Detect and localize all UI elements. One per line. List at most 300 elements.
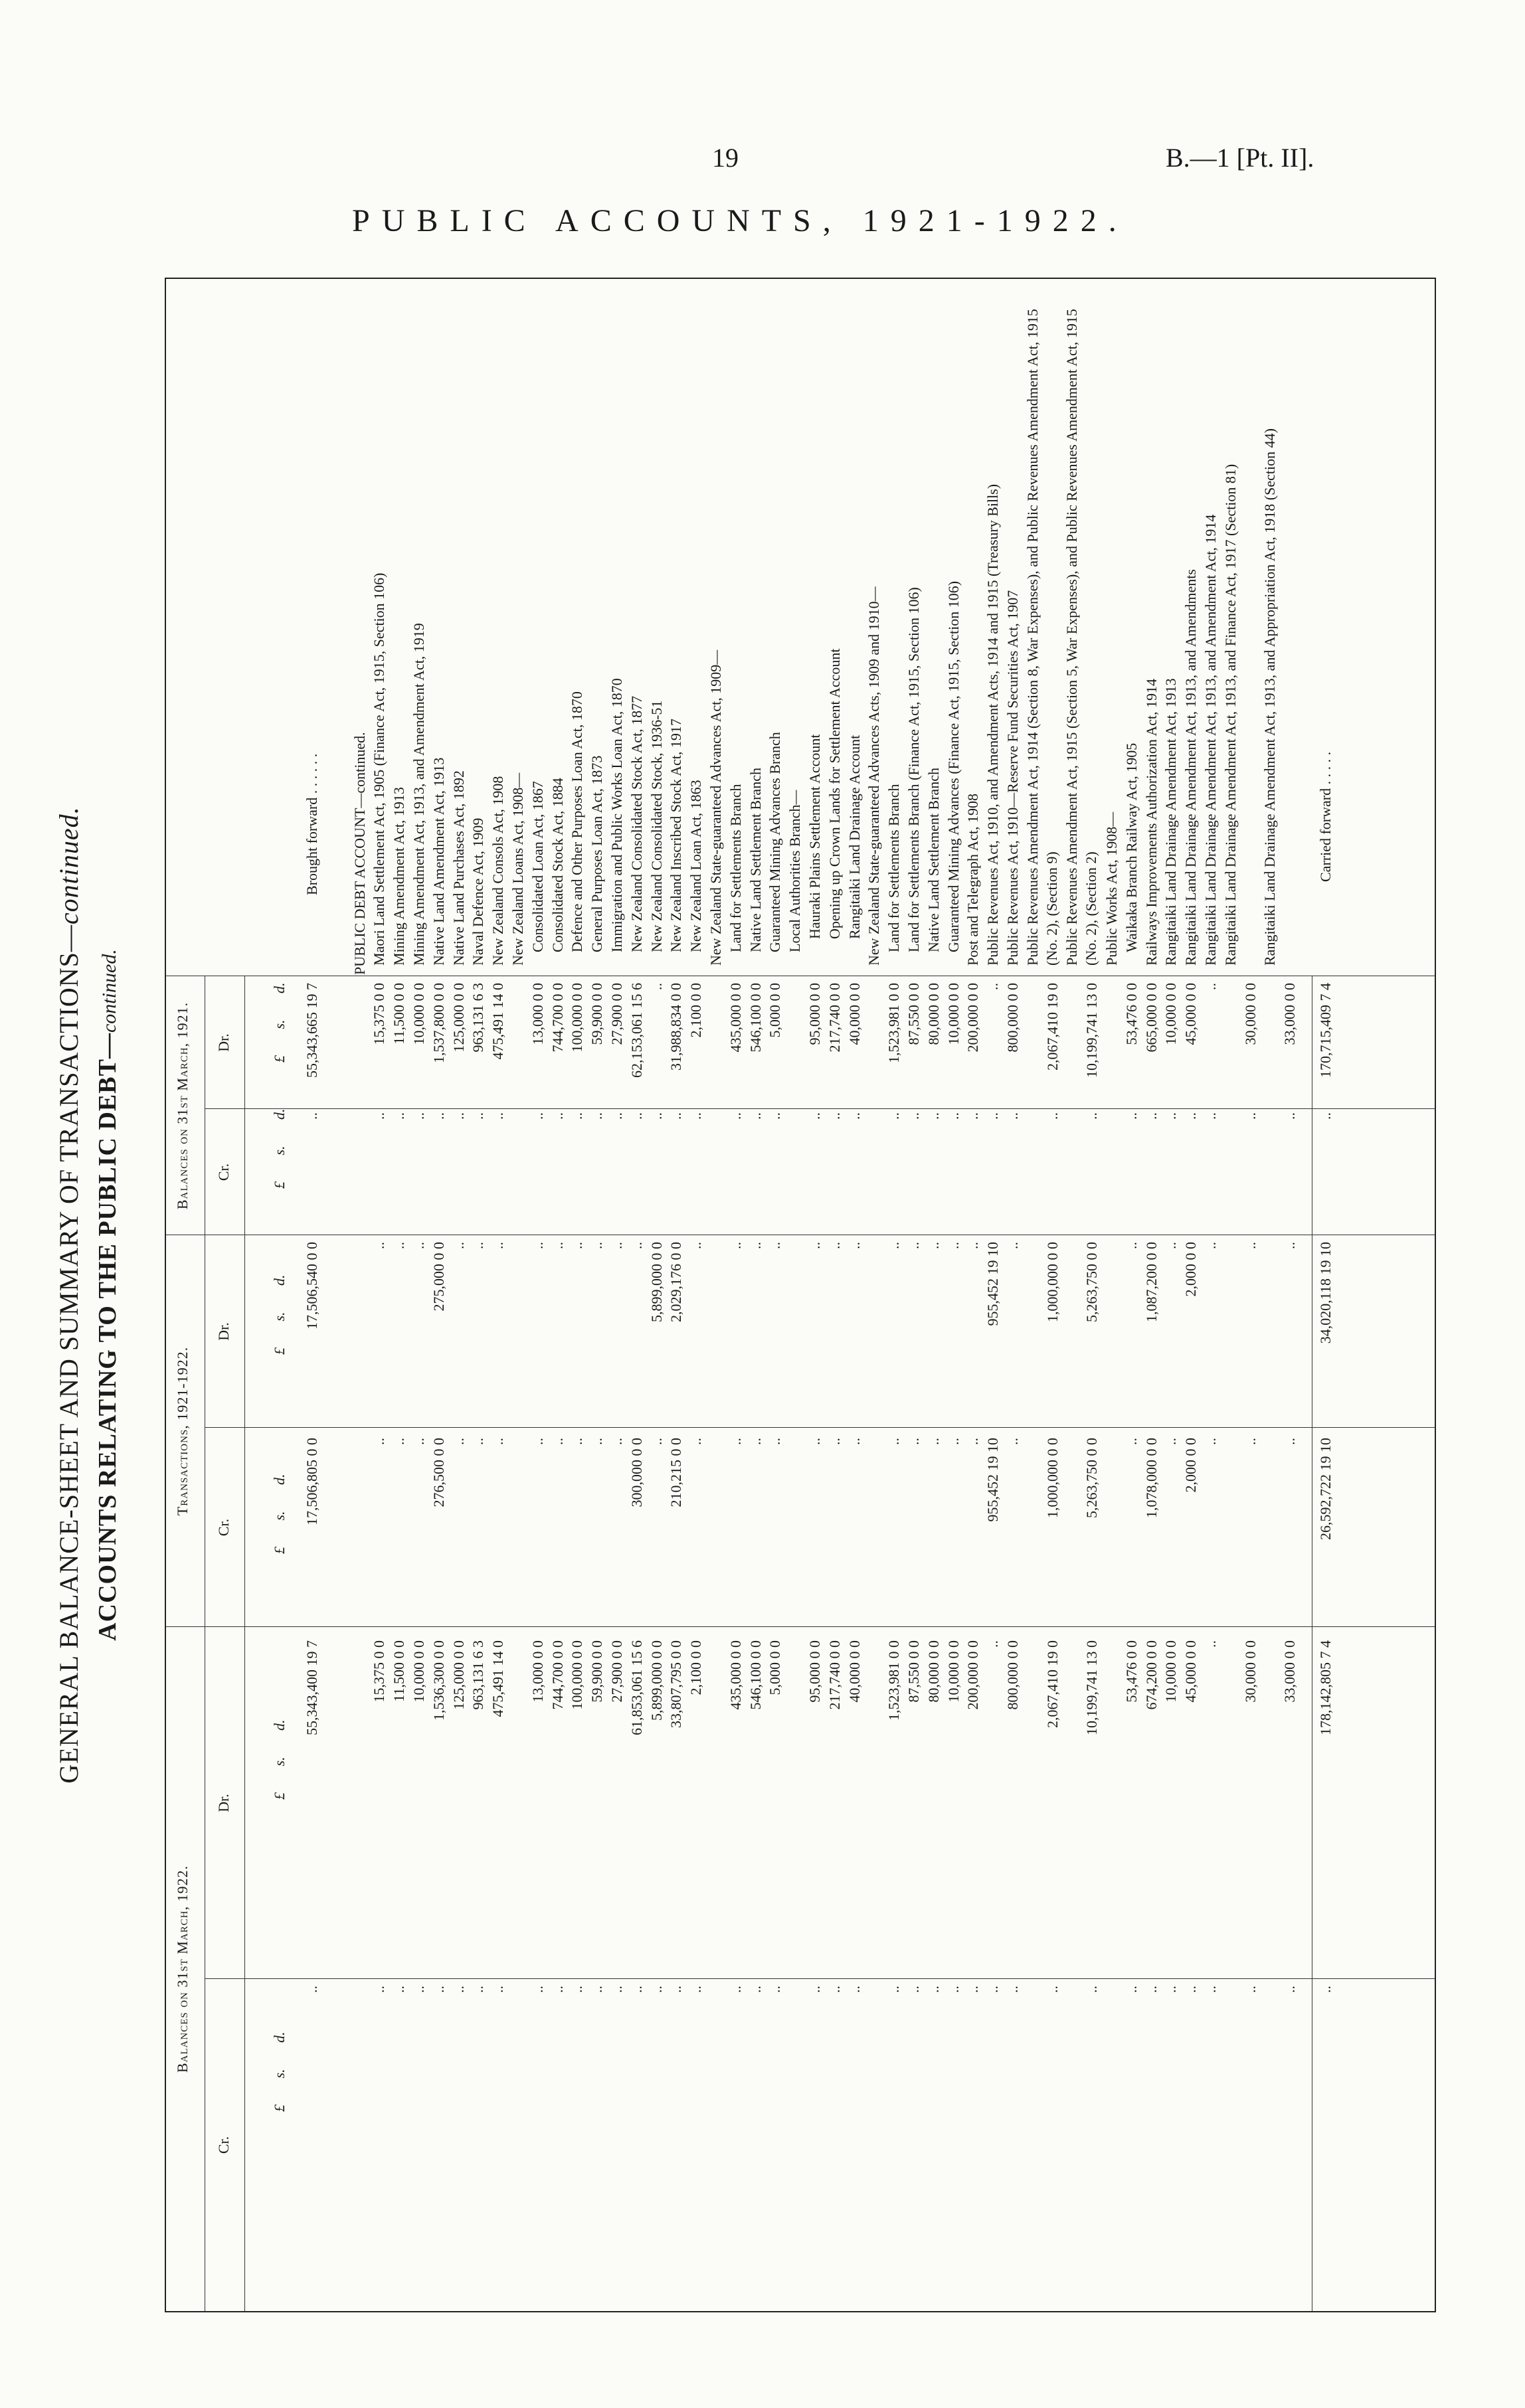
table-row-desc: New Zealand Loan Act, 1863 xyxy=(687,780,705,952)
row-28-b21-dr: 80,000 0 0 xyxy=(925,983,942,1045)
row-24-t-dr: .. xyxy=(846,1242,863,1249)
table-row-desc: New Zealand Consols Act, 1908 xyxy=(490,776,507,966)
row-6-b21-dr: 475,491 14 0 xyxy=(490,983,507,1060)
row-6-b22-cr: .. xyxy=(490,1986,507,1993)
row-20-b22-dr: 5,000 0 0 xyxy=(766,1640,784,1695)
row-33-b21-cr: .. xyxy=(1043,1112,1061,1120)
carried-forward-t-dr: 34,020,118 19 10 xyxy=(1316,1242,1334,1344)
row-32-t-dr: .. xyxy=(1004,1242,1021,1249)
table-row-desc: Public Works Act, 1908— xyxy=(1103,812,1120,966)
row-4-b22-cr: .. xyxy=(450,1986,467,1993)
group-header-balances-1921: Balances on 31st March, 1921. xyxy=(174,1001,191,1210)
row-2-b21-cr: .. xyxy=(410,1112,427,1120)
row-3-b21-cr: .. xyxy=(430,1112,447,1120)
brought-forward-label: Brought forward . . . . . . xyxy=(304,753,320,895)
table-row-desc: Rangitaiki Land Drainage Amendment Act, 1913 xyxy=(1162,678,1180,966)
row-1-b22-cr: .. xyxy=(391,1986,408,1993)
table-row-desc: Consolidated Loan Act, 1867 xyxy=(529,781,546,952)
row-3-t-dr: 275,000 0 0 xyxy=(430,1242,447,1312)
units-b21-dr: £ s. d. xyxy=(271,982,288,1063)
table-row-desc: Hauraki Plains Settlement Account xyxy=(806,734,823,939)
row-41-b22-cr: .. xyxy=(1241,1986,1259,1993)
table-row-desc: Post and Telegraph Act, 1908 xyxy=(964,794,982,966)
row-12-b22-cr: .. xyxy=(608,1986,625,1993)
row-40-b21-cr: .. xyxy=(1202,1112,1219,1120)
row-42-b22-cr: .. xyxy=(1281,1986,1299,1993)
row-32-b22-cr: .. xyxy=(1004,1986,1021,1993)
row-40-b22-dr: .. xyxy=(1202,1640,1219,1648)
row-15-b22-dr: 33,807,795 0 0 xyxy=(668,1640,685,1728)
row-10-b21-dr: 100,000 0 0 xyxy=(569,983,586,1053)
table-row-desc: Opening up Crown Lands for Settlement Account xyxy=(826,648,843,939)
row-38-b21-cr: .. xyxy=(1162,1112,1180,1120)
row-0-b22-dr: 15,375 0 0 xyxy=(371,1640,388,1703)
row-12-b21-dr: 27,900 0 0 xyxy=(608,983,625,1045)
row-6-t-cr: .. xyxy=(490,1438,507,1445)
table-title-main: GENERAL BALANCE-SHEET AND SUMMARY OF TRANSACTIONS— xyxy=(54,924,84,1784)
row-28-b21-cr: .. xyxy=(925,1112,942,1120)
row-10-t-cr: .. xyxy=(569,1438,586,1445)
row-23-t-dr: .. xyxy=(826,1242,843,1249)
row-42-b22-dr: 33,000 0 0 xyxy=(1281,1640,1299,1703)
row-31-b22-cr: .. xyxy=(984,1986,1002,1993)
ledger-table-frame xyxy=(54,278,1436,2312)
row-11-b21-dr: 59,900 0 0 xyxy=(588,983,606,1045)
table-row-desc: Rangitaiki Land Drainage Amendment Act, 1913, and Appropriation Act, 1918 (Section 44) xyxy=(1261,428,1279,966)
row-24-t-cr: .. xyxy=(846,1438,863,1445)
table-row-desc: Rangitaiki Land Drainage Account xyxy=(846,734,863,939)
row-20-b21-cr: .. xyxy=(766,1112,784,1120)
row-31-t-dr: 955,452 19 10 xyxy=(984,1242,1002,1326)
row-30-b22-cr: .. xyxy=(964,1986,982,1993)
row-22-b22-cr: .. xyxy=(806,1986,823,1993)
row-0-b21-cr: .. xyxy=(371,1112,388,1120)
row-2-b22-cr: .. xyxy=(410,1986,427,1993)
row-20-b22-cr: .. xyxy=(766,1986,784,1993)
row-20-t-cr: .. xyxy=(766,1438,784,1445)
row-1-b22-dr: 11,500 0 0 xyxy=(391,1640,408,1702)
table-row-desc: Immigration and Public Works Loan Act, 1870 xyxy=(608,678,625,952)
row-31-b21-dr: .. xyxy=(984,983,1002,990)
units-t-dr: £ s. d. xyxy=(271,1274,288,1355)
brought-forward-t-cr: 17,506,805 0 0 xyxy=(304,1438,320,1525)
col-header-t-dr: Dr. xyxy=(215,1322,232,1341)
row-37-t-cr: 1,078,000 0 0 xyxy=(1142,1438,1160,1518)
row-27-b21-cr: .. xyxy=(905,1112,922,1120)
units-b22-cr: £ s. d. xyxy=(271,2031,288,2112)
row-37-b22-cr: .. xyxy=(1142,1986,1160,1993)
brought-forward-b21-dr: 55,343,665 19 7 xyxy=(304,983,320,1078)
grid-line xyxy=(244,976,245,2311)
row-41-t-cr: .. xyxy=(1241,1438,1259,1445)
row-30-b22-dr: 200,000 0 0 xyxy=(964,1640,982,1710)
table-subtitle-suffix: continued. xyxy=(98,949,120,1033)
row-4-b21-cr: .. xyxy=(450,1112,467,1120)
table-row-desc: Maori Land Settlement Act, 1905 (Finance Act, 1915, Section 106) xyxy=(371,572,388,966)
table-row-desc: New Zealand Consolidated Stock Act, 1877 xyxy=(628,695,645,952)
row-4-t-cr: .. xyxy=(450,1438,467,1445)
table-row-desc: Rangitaiki Land Drainage Amendment Act, 1913, and Amendment Act, 1914 xyxy=(1202,514,1219,966)
row-28-b22-dr: 80,000 0 0 xyxy=(925,1640,942,1703)
row-5-b21-dr: 963,131 6 3 xyxy=(470,983,487,1053)
row-3-t-cr: 276,500 0 0 xyxy=(430,1438,447,1507)
row-1-b21-dr: 11,500 0 0 xyxy=(391,983,408,1045)
table-row-desc: General Purposes Loan Act, 1873 xyxy=(588,755,606,952)
table-row-desc: Public Revenues Amendment Act, 1915 (Section 5, War Expenses), and Public Revenues Amendment Act, 1915 (No. 2), (Section 2) xyxy=(1063,309,1100,966)
row-40-b22-cr: .. xyxy=(1202,1986,1219,1993)
carried-forward-b22-dr: 178,142,805 7 4 xyxy=(1316,1640,1334,1735)
row-26-b21-dr: 1,523,981 0 0 xyxy=(885,983,903,1063)
row-2-b21-dr: 10,000 0 0 xyxy=(410,983,427,1045)
row-36-t-cr: .. xyxy=(1122,1438,1140,1445)
table-row-desc: Public Revenues Act, 1910—Reserve Fund Securities Act, 1907 xyxy=(1004,590,1021,966)
row-3-b22-cr: .. xyxy=(430,1986,447,1993)
row-19-t-cr: .. xyxy=(747,1438,764,1445)
row-5-b22-dr: 963,131 6 3 xyxy=(470,1640,487,1710)
row-38-b22-cr: .. xyxy=(1162,1986,1180,1993)
brought-forward-b22-cr: .. xyxy=(304,1986,320,1993)
row-13-t-dr: .. xyxy=(628,1242,645,1249)
row-10-b22-cr: .. xyxy=(569,1986,586,1993)
row-19-b21-cr: .. xyxy=(747,1112,764,1120)
table-row-desc: New Zealand Consolidated Stock, 1936-51 xyxy=(648,700,665,952)
row-39-b21-cr: .. xyxy=(1182,1112,1200,1120)
row-23-b21-dr: 217,740 0 0 xyxy=(826,983,843,1053)
row-5-t-cr: .. xyxy=(470,1438,487,1445)
row-41-b22-dr: 30,000 0 0 xyxy=(1241,1640,1259,1703)
grid-line xyxy=(166,1626,1435,1627)
row-10-b21-cr: .. xyxy=(569,1112,586,1120)
row-14-b21-dr: .. xyxy=(648,983,665,990)
row-42-b21-dr: 33,000 0 0 xyxy=(1281,983,1299,1045)
table-row-desc: Native Land Amendment Act, 1913 xyxy=(430,757,447,966)
row-23-t-cr: .. xyxy=(826,1438,843,1445)
row-29-b21-cr: .. xyxy=(944,1112,962,1120)
row-13-b22-dr: 61,853,061 15 6 xyxy=(628,1640,645,1735)
row-37-b21-dr: 665,000 0 0 xyxy=(1142,983,1160,1053)
row-36-b21-dr: 53,476 0 0 xyxy=(1122,983,1140,1045)
page-title: PUBLIC ACCOUNTS, 1921-1922. xyxy=(352,203,1128,238)
row-12-b22-dr: 27,900 0 0 xyxy=(608,1640,625,1703)
table-row-desc: Land for Settlements Branch xyxy=(885,784,903,952)
row-16-b21-cr: .. xyxy=(687,1112,705,1120)
row-29-t-cr: .. xyxy=(944,1438,962,1445)
row-42-t-dr: .. xyxy=(1281,1242,1299,1249)
row-33-b22-cr: .. xyxy=(1043,1986,1061,1993)
row-27-b21-dr: 87,550 0 0 xyxy=(905,983,922,1045)
row-31-b22-dr: .. xyxy=(984,1640,1002,1648)
row-4-t-dr: .. xyxy=(450,1242,467,1249)
table-row-desc: Native Land Purchases Act, 1892 xyxy=(450,770,467,966)
row-24-b22-cr: .. xyxy=(846,1986,863,1993)
grid-line xyxy=(205,1427,1435,1428)
table-row-desc: Native Land Settlement Branch xyxy=(747,768,764,952)
table-row-desc: Naval Defence Act, 1909 xyxy=(470,817,487,966)
row-8-b21-dr: 13,000 0 0 xyxy=(529,983,546,1045)
row-26-t-dr: .. xyxy=(885,1242,903,1249)
row-28-b22-cr: .. xyxy=(925,1986,942,1993)
row-2-t-cr: .. xyxy=(410,1438,427,1445)
table-row-desc: Mining Amendment Act, 1913 xyxy=(391,787,408,966)
row-8-b21-cr: .. xyxy=(529,1112,546,1120)
group-header-balances-1922: Balances on 31st March, 1922. xyxy=(174,1865,191,2073)
table-row-desc: Land for Settlements Branch (Finance Act, 1915, Section 106) xyxy=(905,587,922,952)
row-36-b22-cr: .. xyxy=(1122,1986,1140,1993)
row-12-b21-cr: .. xyxy=(608,1112,625,1120)
row-30-t-dr: .. xyxy=(964,1242,982,1249)
brought-forward-t-dr: 17,506,540 0 0 xyxy=(304,1242,320,1330)
row-34-t-dr: 5,263,750 0 0 xyxy=(1083,1242,1101,1322)
row-29-b22-dr: 10,000 0 0 xyxy=(944,1640,962,1703)
row-34-b21-cr: .. xyxy=(1083,1112,1101,1120)
row-22-b21-dr: 95,000 0 0 xyxy=(806,983,823,1045)
table-row-desc: Local Authorities Branch— xyxy=(786,790,804,952)
row-23-b22-cr: .. xyxy=(826,1986,843,1993)
row-27-b22-cr: .. xyxy=(905,1986,922,1993)
page-number: 19 xyxy=(712,143,739,173)
units-b22-dr: £ s. d. xyxy=(271,1719,288,1800)
row-39-b22-cr: .. xyxy=(1182,1986,1200,1993)
row-31-b21-cr: .. xyxy=(984,1112,1002,1120)
row-33-b22-dr: 2,067,410 19 0 xyxy=(1043,1640,1061,1728)
row-27-t-cr: .. xyxy=(905,1438,922,1445)
row-9-b22-cr: .. xyxy=(549,1986,566,1993)
row-14-b22-cr: .. xyxy=(648,1986,665,1993)
row-0-b22-cr: .. xyxy=(371,1986,388,1993)
row-4-b21-dr: 125,000 0 0 xyxy=(450,983,467,1053)
row-16-b22-dr: 2,100 0 0 xyxy=(687,1640,705,1695)
carried-forward-b21-dr: 170,715,409 7 4 xyxy=(1316,983,1334,1078)
table-title xyxy=(53,279,84,2311)
row-29-b21-dr: 10,000 0 0 xyxy=(944,983,962,1045)
row-4-b22-dr: 125,000 0 0 xyxy=(450,1640,467,1710)
carried-forward-b22-cr: .. xyxy=(1316,1986,1334,1993)
row-12-t-cr: .. xyxy=(608,1438,625,1445)
row-13-t-cr: 300,000 0 0 xyxy=(628,1438,645,1507)
row-23-b22-dr: 217,740 0 0 xyxy=(826,1640,843,1710)
table-row-desc: Defence and Other Purposes Loan Act, 1870 xyxy=(569,691,586,952)
group-header-transactions: Transactions, 1921-1922. xyxy=(174,1346,191,1516)
row-32-b22-dr: 800,000 0 0 xyxy=(1004,1640,1021,1710)
row-18-b22-cr: .. xyxy=(727,1986,744,1993)
row-23-b21-cr: .. xyxy=(826,1112,843,1120)
row-18-b21-cr: .. xyxy=(727,1112,744,1120)
table-row-desc: New Zealand Loans Act, 1908— xyxy=(509,772,526,966)
row-8-t-cr: .. xyxy=(529,1438,546,1445)
row-32-b21-dr: 800,000 0 0 xyxy=(1004,983,1021,1053)
row-22-t-cr: .. xyxy=(806,1438,823,1445)
row-9-b21-dr: 744,700 0 0 xyxy=(549,983,566,1053)
row-28-t-dr: .. xyxy=(925,1242,942,1249)
row-22-b22-dr: 95,000 0 0 xyxy=(806,1640,823,1703)
row-16-b21-dr: 2,100 0 0 xyxy=(687,983,705,1038)
row-41-t-dr: .. xyxy=(1241,1242,1259,1249)
row-11-b21-cr: .. xyxy=(588,1112,606,1120)
row-9-t-cr: .. xyxy=(549,1438,566,1445)
row-1-t-dr: .. xyxy=(391,1242,408,1249)
row-1-t-cr: .. xyxy=(391,1438,408,1445)
row-0-t-dr: .. xyxy=(371,1242,388,1249)
table-row-desc: Rangitaiki Land Drainage Amendment Act, 1913, and Amendments xyxy=(1182,569,1200,966)
row-15-t-dr: 2,029,176 0 0 xyxy=(668,1242,685,1322)
row-26-b22-cr: .. xyxy=(885,1986,903,1993)
row-29-t-dr: .. xyxy=(944,1242,962,1249)
row-38-b21-dr: 10,000 0 0 xyxy=(1162,983,1180,1045)
col-header-t-cr: Cr. xyxy=(215,1518,232,1537)
row-34-t-cr: 5,263,750 0 0 xyxy=(1083,1438,1101,1518)
row-6-b22-dr: 475,491 14 0 xyxy=(490,1640,507,1717)
col-header-b21-cr: Cr. xyxy=(215,1163,232,1181)
row-19-b21-dr: 546,100 0 0 xyxy=(747,983,764,1053)
row-34-b22-dr: 10,199,741 13 0 xyxy=(1083,1640,1101,1735)
rotated-ledger xyxy=(54,279,1435,2311)
row-16-t-cr: .. xyxy=(687,1438,705,1445)
row-26-b21-cr: .. xyxy=(885,1112,903,1120)
row-41-b21-cr: .. xyxy=(1241,1112,1259,1120)
row-36-b22-dr: 53,476 0 0 xyxy=(1122,1640,1140,1703)
table-row-desc: New Zealand State-guaranteed Advances Acts, 1909 and 1910— xyxy=(865,586,883,966)
row-6-t-dr: .. xyxy=(490,1242,507,1249)
row-5-b22-cr: .. xyxy=(470,1986,487,1993)
table-row-desc: New Zealand State-guaranteed Advances Act, 1909— xyxy=(707,649,724,966)
table-row-desc: Rangitaiki Land Drainage Amendment Act, 1913, and Finance Act, 1917 (Section 81) xyxy=(1221,464,1239,966)
table-subtitle xyxy=(93,279,122,2311)
units-t-cr: £ s. d. xyxy=(271,1474,288,1554)
row-0-t-cr: .. xyxy=(371,1438,388,1445)
row-8-t-dr: .. xyxy=(529,1242,546,1249)
row-10-t-dr: .. xyxy=(569,1242,586,1249)
row-9-t-dr: .. xyxy=(549,1242,566,1249)
row-28-t-cr: .. xyxy=(925,1438,942,1445)
row-6-b21-cr: .. xyxy=(490,1112,507,1120)
row-16-b22-cr: .. xyxy=(687,1986,705,1993)
row-40-b21-dr: .. xyxy=(1202,983,1219,990)
row-14-b22-dr: 5,899,000 0 0 xyxy=(648,1640,665,1721)
row-24-b21-dr: 40,000 0 0 xyxy=(846,983,863,1045)
table-title-suffix: continued. xyxy=(54,806,84,925)
row-2-t-dr: .. xyxy=(410,1242,427,1249)
row-38-b22-dr: 10,000 0 0 xyxy=(1162,1640,1180,1703)
row-37-b21-cr: .. xyxy=(1142,1112,1160,1120)
row-12-t-dr: .. xyxy=(608,1242,625,1249)
row-20-b21-dr: 5,000 0 0 xyxy=(766,983,784,1038)
row-39-b21-dr: 45,000 0 0 xyxy=(1182,983,1200,1045)
row-24-b22-dr: 40,000 0 0 xyxy=(846,1640,863,1703)
table-row-desc: Railways Improvements Authorization Act, 1914 xyxy=(1142,679,1160,966)
row-22-t-dr: .. xyxy=(806,1242,823,1249)
row-40-t-cr: .. xyxy=(1202,1438,1219,1445)
row-34-b21-dr: 10,199,741 13 0 xyxy=(1083,983,1101,1078)
row-33-t-dr: 1,000,000 0 0 xyxy=(1043,1242,1061,1322)
row-11-t-cr: .. xyxy=(588,1438,606,1445)
row-42-b21-cr: .. xyxy=(1281,1112,1299,1120)
table-row-desc: Public Revenues Amendment Act, 1914 (Section 8, War Expenses), and Public Revenues Amendment Act, 1915 (No. 2), (Section 9) xyxy=(1024,309,1060,966)
row-8-b22-cr: .. xyxy=(529,1986,546,1993)
row-2-b22-dr: 10,000 0 0 xyxy=(410,1640,427,1703)
row-32-t-cr: .. xyxy=(1004,1438,1021,1445)
row-13-b22-cr: .. xyxy=(628,1986,645,1993)
row-1-b21-cr: .. xyxy=(391,1112,408,1120)
row-13-b21-dr: 62,153,061 15 6 xyxy=(628,983,645,1078)
table-subtitle-main: ACCOUNTS RELATING TO THE PUBLIC DEBT— xyxy=(94,1033,122,1641)
row-11-b22-cr: .. xyxy=(588,1986,606,1993)
row-5-b21-cr: .. xyxy=(470,1112,487,1120)
row-31-t-cr: 955,452 19 10 xyxy=(984,1438,1002,1522)
row-29-b22-cr: .. xyxy=(944,1986,962,1993)
row-26-t-cr: .. xyxy=(885,1438,903,1445)
row-37-b22-dr: 674,200 0 0 xyxy=(1142,1640,1160,1710)
row-3-b21-dr: 1,537,800 0 0 xyxy=(430,983,447,1063)
row-42-t-cr: .. xyxy=(1281,1438,1299,1445)
row-36-t-dr: .. xyxy=(1122,1242,1140,1249)
table-row-desc: New Zealand Inscribed Stock Act, 1917 xyxy=(668,719,685,952)
grid-line xyxy=(205,1978,1435,1979)
row-33-b21-dr: 2,067,410 19 0 xyxy=(1043,983,1061,1071)
row-9-b21-cr: .. xyxy=(549,1112,566,1120)
row-10-b22-dr: 100,000 0 0 xyxy=(569,1640,586,1710)
row-22-b21-cr: .. xyxy=(806,1112,823,1120)
report-reference: B.—1 [Pt. II]. xyxy=(1166,143,1314,173)
units-b21-cr: £ s. d. xyxy=(271,1108,288,1189)
row-24-b21-cr: .. xyxy=(846,1112,863,1120)
carried-forward-label: Carried forward . . . . . xyxy=(1316,751,1334,882)
row-41-b21-dr: 30,000 0 0 xyxy=(1241,983,1259,1045)
carried-forward-t-cr: 26,592,722 19 10 xyxy=(1316,1438,1334,1540)
table-row-desc: Native Land Settlement Branch xyxy=(925,768,942,952)
section-heading: PUBLIC DEBT ACCOUNT—continued. xyxy=(351,732,368,975)
row-19-b22-dr: 546,100 0 0 xyxy=(747,1640,764,1710)
row-36-b21-cr: .. xyxy=(1122,1112,1140,1120)
row-19-b22-cr: .. xyxy=(747,1986,764,1993)
row-11-b22-dr: 59,900 0 0 xyxy=(588,1640,606,1703)
row-37-t-dr: 1,087,200 0 0 xyxy=(1142,1242,1160,1322)
row-39-t-cr: 2,000 0 0 xyxy=(1182,1438,1200,1493)
row-20-t-dr: .. xyxy=(766,1242,784,1249)
col-header-b22-cr: Cr. xyxy=(215,2136,232,2154)
table-row-desc: Guaranteed Mining Advances (Finance Act, 1915, Section 106) xyxy=(944,580,962,952)
row-30-b21-cr: .. xyxy=(964,1112,982,1120)
row-18-b22-dr: 435,000 0 0 xyxy=(727,1640,744,1710)
row-5-t-dr: .. xyxy=(470,1242,487,1249)
row-14-t-cr: .. xyxy=(648,1438,665,1445)
row-9-b22-dr: 744,700 0 0 xyxy=(549,1640,566,1710)
col-header-b21-dr: Dr. xyxy=(215,1033,232,1052)
col-header-b22-dr: Dr. xyxy=(215,1794,232,1812)
row-38-t-dr: .. xyxy=(1162,1242,1180,1249)
table-row-desc: Land for Settlements Branch xyxy=(727,784,744,952)
row-18-t-cr: .. xyxy=(727,1438,744,1445)
table-row-desc: Consolidated Stock Act, 1884 xyxy=(549,778,566,952)
row-0-b21-dr: 15,375 0 0 xyxy=(371,983,388,1045)
brought-forward-b22-dr: 55,343,400 19 7 xyxy=(304,1640,320,1735)
row-30-t-cr: .. xyxy=(964,1438,982,1445)
row-32-b21-cr: .. xyxy=(1004,1112,1021,1120)
row-15-b21-cr: .. xyxy=(668,1112,685,1120)
row-39-b22-dr: 45,000 0 0 xyxy=(1182,1640,1200,1703)
row-33-t-cr: 1,000,000 0 0 xyxy=(1043,1438,1061,1518)
row-39-t-dr: 2,000 0 0 xyxy=(1182,1242,1200,1297)
row-40-t-dr: .. xyxy=(1202,1242,1219,1249)
row-27-t-dr: .. xyxy=(905,1242,922,1249)
row-34-b22-cr: .. xyxy=(1083,1986,1101,1993)
row-19-t-dr: .. xyxy=(747,1242,764,1249)
table-row-desc: Waikaka Branch Railway Act, 1905 xyxy=(1122,742,1140,952)
row-15-b22-cr: .. xyxy=(668,1986,685,1993)
row-26-b22-dr: 1,523,981 0 0 xyxy=(885,1640,903,1721)
row-16-t-dr: .. xyxy=(687,1242,705,1249)
row-15-t-cr: 210,215 0 0 xyxy=(668,1438,685,1507)
brought-forward-b21-cr: .. xyxy=(304,1112,320,1120)
